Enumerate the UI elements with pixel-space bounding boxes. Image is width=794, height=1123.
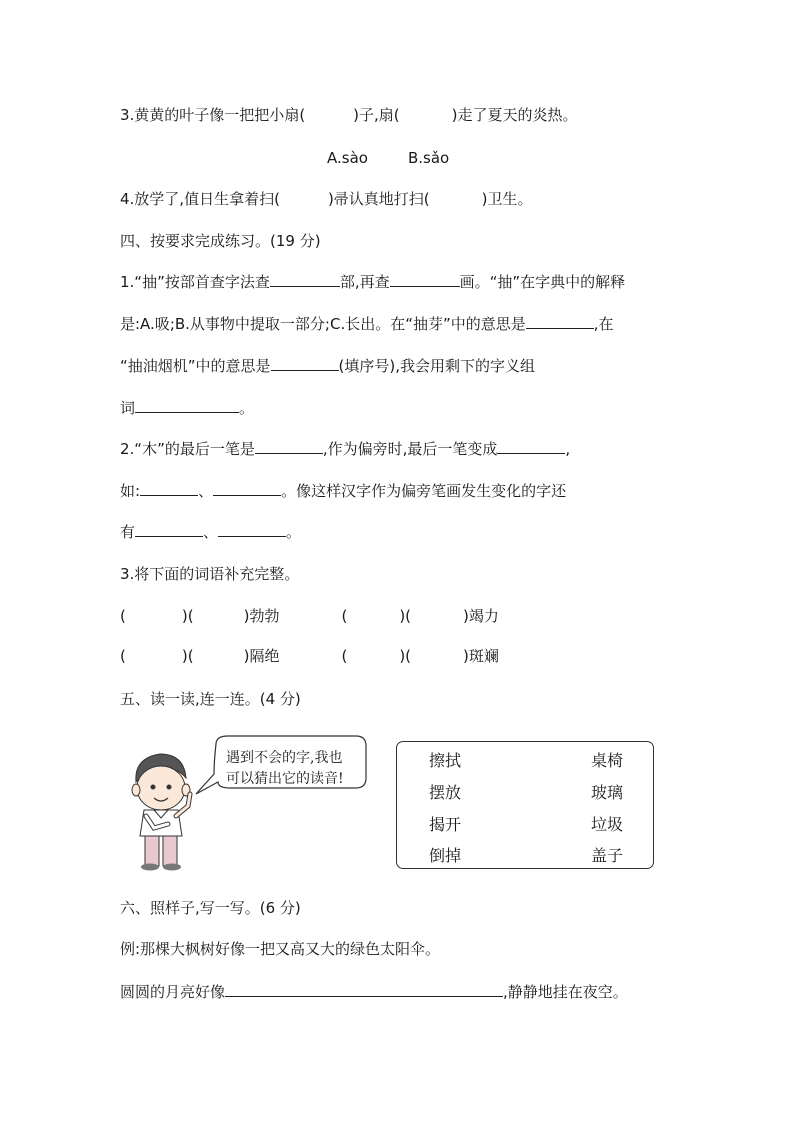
match-left-item[interactable]: 擦拭: [429, 751, 462, 770]
speech-line-2: 可以猜出它的读音!: [226, 771, 344, 787]
s4-q2-line3: 有 、 。: [120, 523, 302, 541]
match-left-item[interactable]: 倒掉: [429, 846, 462, 865]
answer-blank[interactable]: [497, 439, 565, 454]
match-right-item[interactable]: 玻璃: [591, 783, 624, 802]
answer-blank[interactable]: [270, 272, 340, 287]
s4-q2-line2: 如: 、 。像这样汉字作为偏旁笔画发生变化的字还: [120, 482, 567, 500]
answer-blank[interactable]: [135, 522, 203, 537]
answer-blank[interactable]: [271, 356, 339, 371]
match-left-item[interactable]: 揭开: [429, 815, 462, 834]
fill-sentence: 圆圆的月亮好像 ,静静地挂在夜空。: [120, 983, 628, 1001]
answer-blank[interactable]: [213, 481, 281, 496]
answer-blank[interactable]: [225, 982, 503, 997]
s4-q1-line3: “抽油烟机”中的意思是 (填序号),我会用剩下的字义组: [120, 357, 536, 375]
answer-blank[interactable]: [218, 522, 286, 537]
question-3: 3.黄黄的叶子像一把把小扇( )子,扇( )走了夏天的炎热。: [120, 106, 578, 124]
s4-q3-title: 3.将下面的词语补充完整。: [120, 565, 300, 583]
example-sentence: 例:那棵大枫树好像一把又高又大的绿色太阳伞。: [120, 940, 441, 958]
s4-q1-line2: 是:A.吸;B.从事物中提取一部分;C.长出。在“抽芽”中的意思是 ,在: [120, 315, 614, 333]
answer-blank[interactable]: [140, 481, 198, 496]
answer-blank[interactable]: [390, 272, 460, 287]
pinyin-options: A.sào B.sǎo: [327, 149, 450, 167]
match-right-item[interactable]: 垃圾: [591, 815, 624, 834]
answer-blank[interactable]: [255, 439, 323, 454]
section-6-title: 六、照样子,写一写。(6 分): [120, 899, 301, 917]
s4-q1-line4: 词 。: [120, 399, 255, 417]
answer-blank[interactable]: [526, 314, 594, 329]
s4-q1-line1: 1.“抽”按部首查字法查 部,再查 画。“抽”在字典中的解释: [120, 273, 626, 291]
s4-q2-line1: 2.“木”的最后一笔是 ,作为偏旁时,最后一笔变成 ,: [120, 440, 571, 458]
idiom-row-2: ( )( )隔绝 ( )( )斑斓: [120, 647, 499, 665]
answer-blank[interactable]: [135, 398, 239, 413]
section-5-title: 五、读一读,连一连。(4 分): [120, 690, 301, 708]
matching-box: [396, 741, 654, 869]
question-4: 4.放学了,值日生拿着扫( )帚认真地打扫( )卫生。: [120, 190, 533, 208]
idiom-row-1: ( )( )勃勃 ( )( )竭力: [120, 607, 499, 625]
speech-line-1: 遇到不会的字,我也: [226, 750, 343, 766]
match-right-item[interactable]: 盖子: [591, 846, 624, 865]
section-4-title: 四、按要求完成练习。(19 分): [120, 232, 321, 250]
match-left-item[interactable]: 摆放: [429, 783, 462, 802]
match-right-item[interactable]: 桌椅: [591, 751, 624, 770]
